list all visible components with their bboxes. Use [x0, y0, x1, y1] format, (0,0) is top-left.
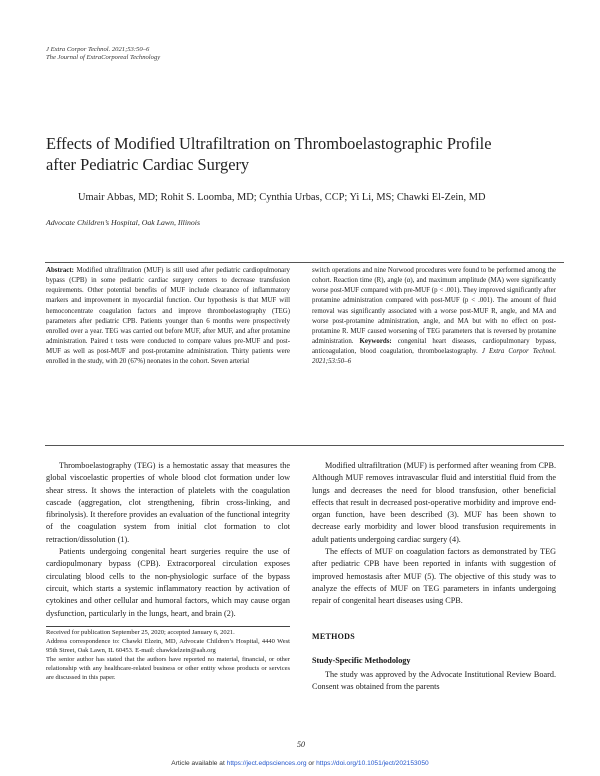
abstract-text-left: Modified ultrafiltration (MUF) is still used after pediatric cardiopulmonary bypass (CPB) in some pediatric cardiac surgery centers to decrease transfusion requirements. Other potential benefits of MUF include clearance of inflammatory markers and improvement in myocardial function. Our hypothesis is that MUF will hemoconcentrate coagulation factors and improve thromboelastography (TEG) parameters after pediatric CPB. Patients younger than 6 months were prospectively enrolled over a year. TEG was carried out before MUF, after MUF, and after protamine administration. Paired t tests were conducted to compare values pre-MUF and post-MUF as well as post-MUF and post-protamine administration. Thirty patients were enrolled in the study, with 20 (67%) neonates in the cohort. Seven arterial — [46, 267, 290, 366]
abstract-citation: J Extra Corpor Technol. 2021;53:50–6 — [312, 348, 556, 366]
abstract-right-column — [312, 266, 556, 368]
abstract-label: Abstract: — [46, 267, 74, 274]
methods-heading: METHODS — [312, 632, 355, 641]
keywords-label: Keywords: — [359, 338, 392, 346]
access-footer — [0, 760, 600, 767]
intro-paragraph-1: Thromboelastography (TEG) is a hemostatic assay that measures the global viscoelastic properties of whole blood clot formation under low shear stress. It shows the interaction of platelets with the coagulation cascade (aggregation, clot strengthening, fibrin cross-linking, and fibrinolysis). It therefore provides an evaluation of the functional integrity of the coagulation system from initial clot formation to clot retraction/dissolution (1). — [46, 461, 290, 544]
affiliation: Advocate Children’s Hospital, Oak Lawn, Illinois — [46, 218, 200, 227]
body-left-column — [46, 460, 290, 620]
received-note: Received for publication September 25, 2020; accepted January 6, 2021. — [46, 629, 235, 636]
footnotes — [46, 629, 290, 682]
disclosure-note: The senior author has stated that the authors have reported no material, financial, or other relationship with any healthcare-related business or other entity whose products or services are discussed in this paper. — [46, 655, 290, 681]
article-title — [46, 133, 566, 175]
footnote-divider — [46, 626, 290, 627]
doi-link[interactable]: https://doi.org/10.1051/ject/202153050 — [316, 760, 429, 767]
author-list: Umair Abbas, MD; Rohit S. Loomba, MD; Cynthia Urbas, CCP; Yi Li, MS; Chawki El-Zein, MD — [78, 192, 486, 203]
abstract-left-column — [46, 266, 290, 368]
abstract-text-right: switch operations and nine Norwood procedures were found to be performed among the cohort. Reaction time (R), angle (α), and maximum amplitude (MA) were significantly worse post-MUF compared with pre-MUF (p < .001). They improved significantly after protamine administration compared with post-MUF (p < .001). The amount of fluid removal was significantly associated with a worse post-MUF R, angle, and MA and worse post-protamine administration, angle, and MA but with no effect on post-protamine R. MUF caused worsening of TEG parameters that is reversed by protamine administration. — [312, 267, 556, 346]
intro-paragraph-2: Patients undergoing congenital heart surgeries require the use of cardiopulmonary bypass (CPB). Extracorporeal circulation exposes circulating blood cells to the non-physiologic surface of the bypass circuit, which starts a systemic inflammatory reaction by activation of cytokines and other cellular and humoral factors, which may cause organ dysfunction, particularly in the lungs, heart, and brain (2). — [46, 547, 290, 618]
methods-paragraph: The study was approved by the Advocate Institutional Review Board. Consent was obtained from the parents — [312, 670, 556, 692]
title-line-1: Effects of Modified Ultrafiltration on Thromboelastographic Profile — [46, 134, 492, 153]
subsection-heading: Study-Specific Methodology — [312, 656, 411, 665]
correspondence-note: Address correspondence to: Chawki Elzein, MD, Advocate Children’s Hospital, 4440 West 95th Street, Oak Lawn, IL 60453. E-mail: chawkielzein@aah.org — [46, 637, 290, 654]
journal-citation: J Extra Corpor Technol. 2021;53:50–6 — [46, 46, 150, 53]
journal-name: The Journal of ExtraCorporeal Technology — [46, 54, 161, 61]
keywords-text: congenital heart diseases, cardiopulmonary bypass, anticoagulation, blood coagulation, thromboelastography. — [312, 338, 556, 356]
intro-paragraph-4: The effects of MUF on coagulation factors as demonstrated by TEG after pediatric CPB have been reported in infants with suggestion of improved hemostasis after MUF (5). The objective of this study was to analyze the effects of MUF on TEG parameters in infants undergoing repair of congenital heart diseases using CPB. — [312, 547, 556, 606]
body-right-column — [312, 460, 556, 608]
title-line-2: after Pediatric Cardiac Surgery — [46, 155, 250, 174]
page-number: 50 — [297, 740, 305, 749]
access-prefix: Article available at — [171, 760, 225, 767]
access-middle: or — [308, 760, 315, 767]
intro-paragraph-3: Modified ultrafiltration (MUF) is performed after weaning from CPB. Although MUF removes intravascular fluid and interstitial fluid from the lungs and decreases the need for blood transfusion, other beneficial effects that result in decreased post-operative morbidity and improve end-organ function, have been described (3). MUF has been shown to decrease early morbidity and lower blood transfusion requirements in adult patients undergoing cardiac surgery (4). — [312, 461, 556, 544]
journal-website-link[interactable]: https://ject.edpsciences.org — [226, 760, 307, 767]
